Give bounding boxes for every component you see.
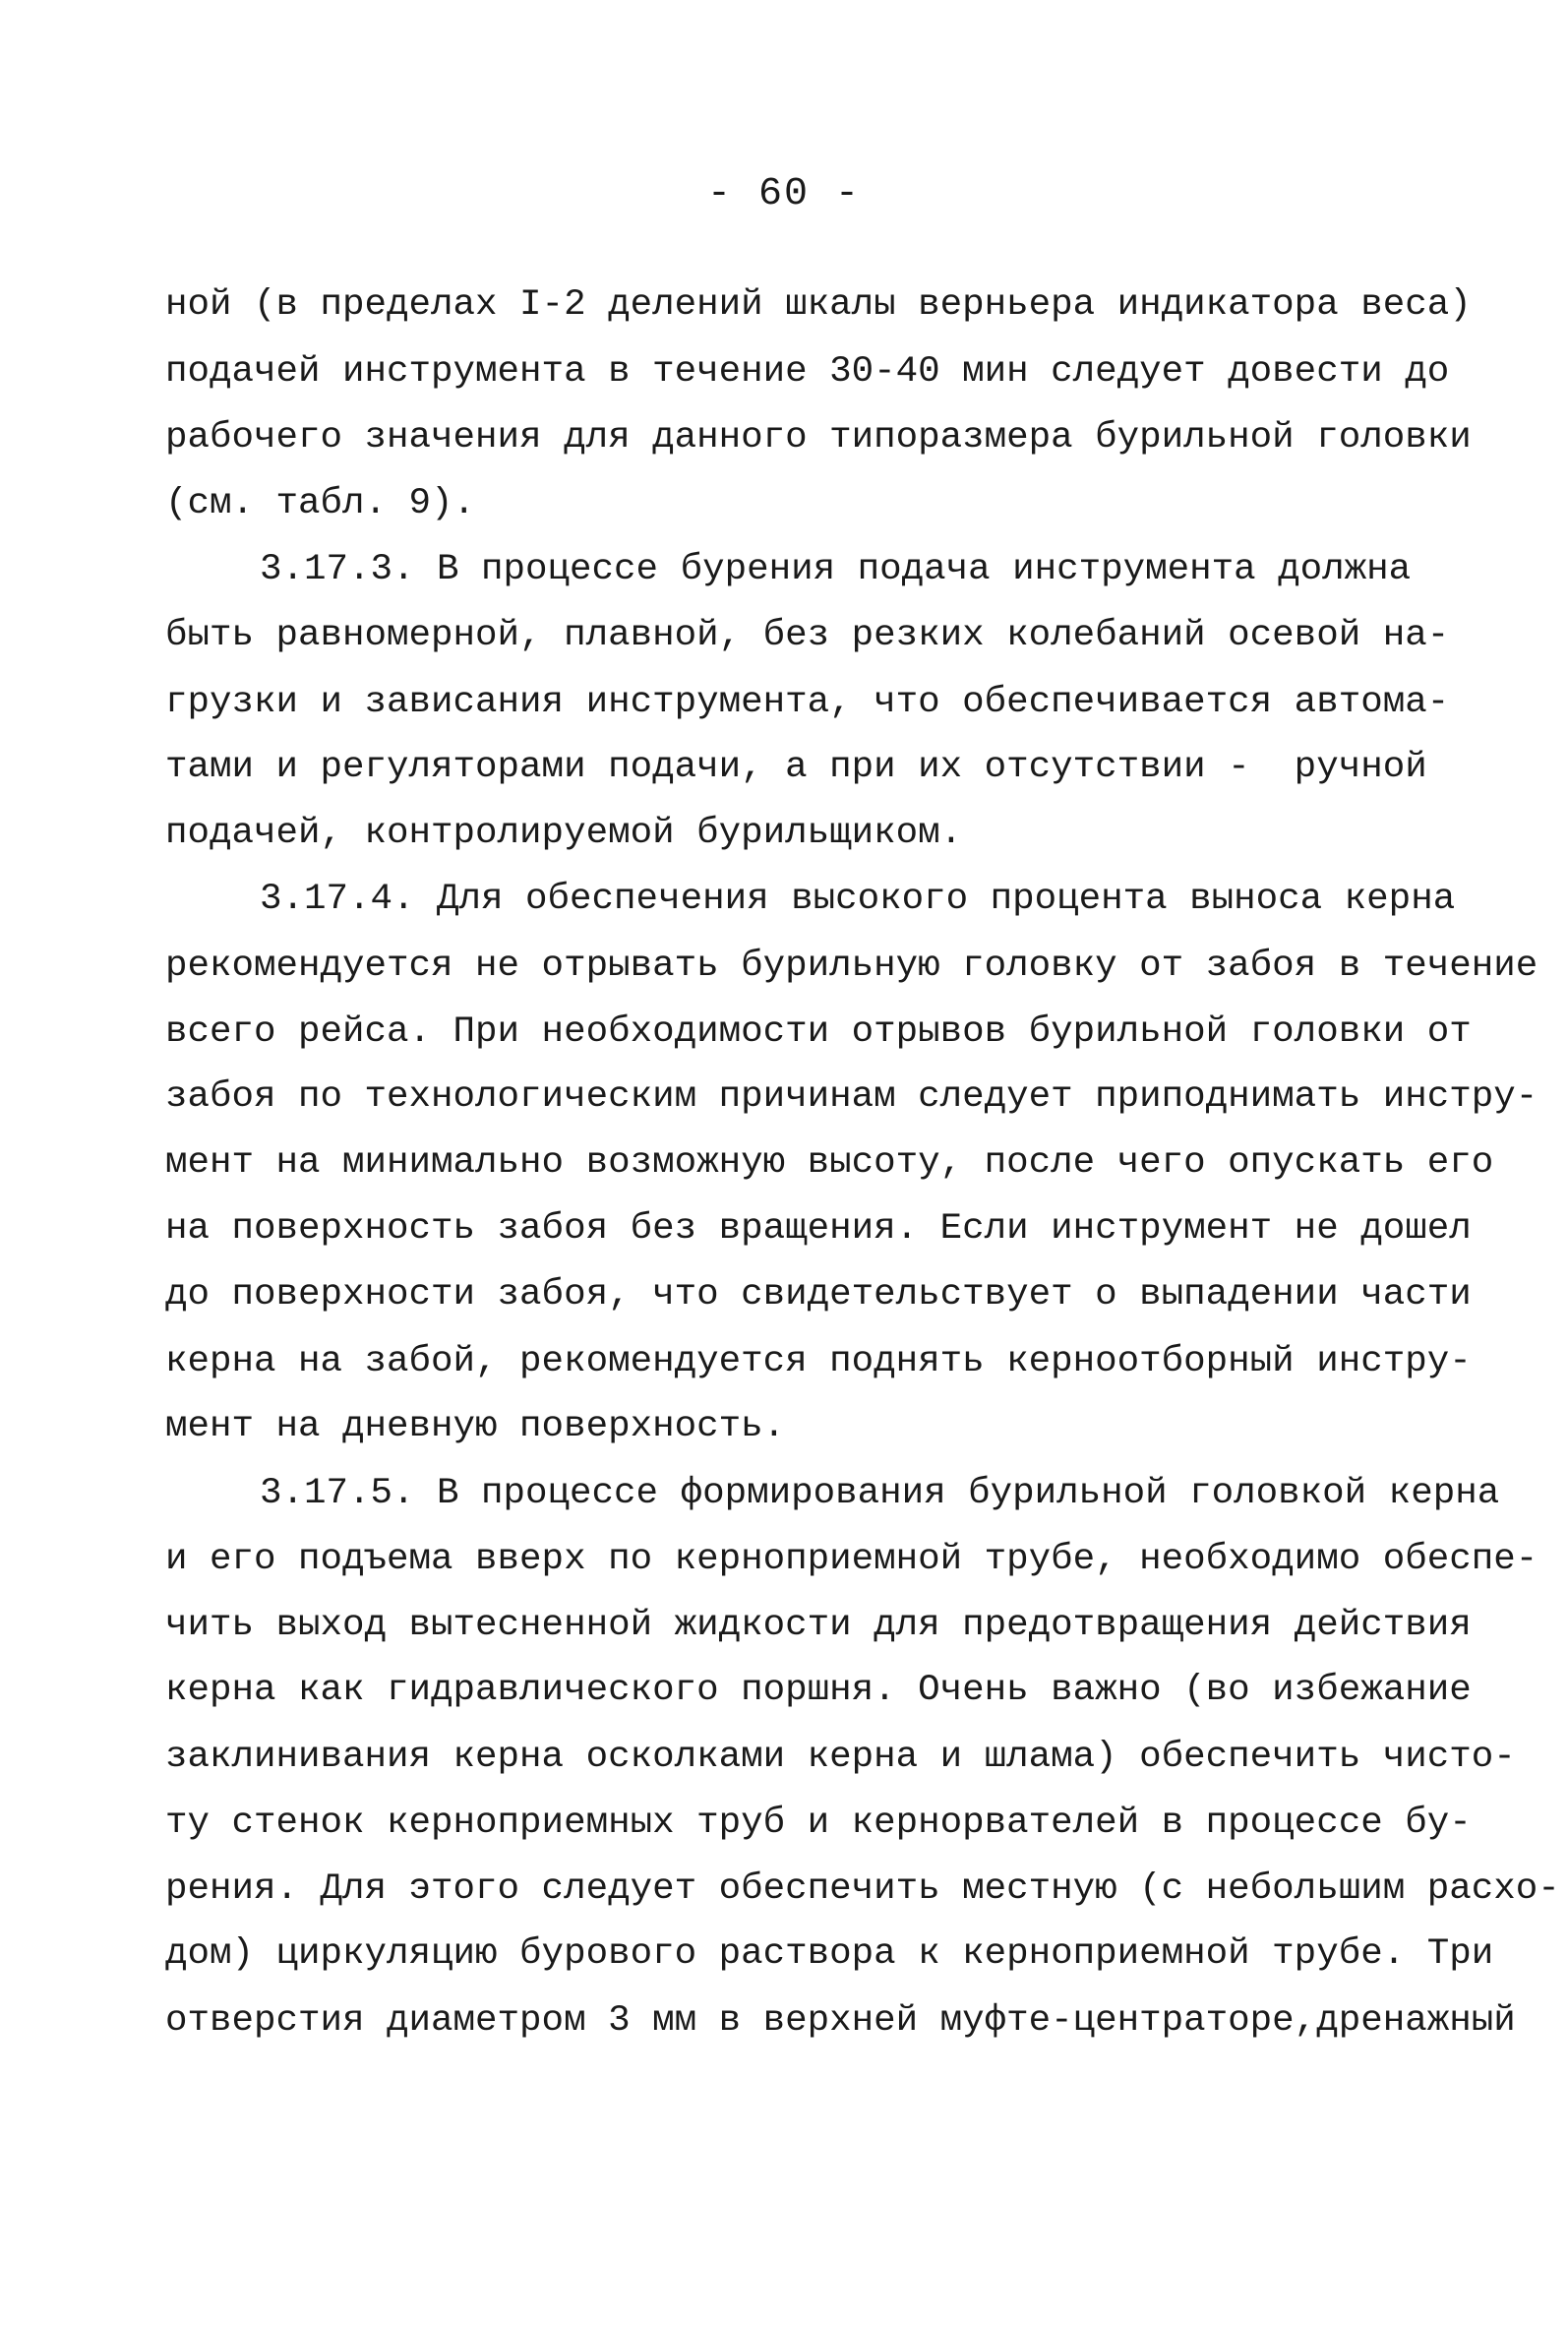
page-number: - 60 -	[706, 172, 862, 216]
text-line: подачей инструмента в течение 30-40 мин следует довести до	[165, 351, 1450, 393]
text-line: быть равномерной, плавной, без резких колебаний осевой на-	[165, 615, 1450, 656]
text-line: рения. Для этого следует обеспечить местную (с небольшим расхо-	[165, 1868, 1560, 1910]
text-line: подачей, контролируемой бурильщиком.	[165, 813, 963, 854]
paragraph-start-line: 3.17.3. В процессе бурения подача инструмента должна	[260, 549, 1412, 590]
text-line: дом) циркуляцию бурового раствора к керноприемной трубе. Три	[165, 1933, 1494, 1975]
text-line: отверстия диаметром 3 мм в верхней муфте-центраторе,дренажный	[165, 2000, 1516, 2042]
text-line: всего рейса. При необходимости отрывов бурильной головки от	[165, 1011, 1472, 1053]
text-line: (см. табл. 9).	[165, 483, 476, 524]
text-line: мент на минимально возможную высоту, после чего опускать его	[165, 1142, 1494, 1184]
text-line: мент на дневную поверхность.	[165, 1406, 786, 1447]
text-line: забоя по технологическим причинам следует приподнимать инстру-	[165, 1076, 1538, 1118]
text-line: на поверхность забоя без вращения. Если инструмент не дошел	[165, 1208, 1472, 1250]
text-line: чить выход вытесненной жидкости для предотвращения действия	[165, 1605, 1472, 1646]
text-line: грузки и зависания инструмента, что обеспечивается автома-	[165, 682, 1450, 723]
text-line: ной (в пределах I-2 делений шкалы верньера индикатора веса)	[165, 284, 1472, 326]
paragraph-start-line: 3.17.5. В процессе формирования бурильной головкой керна	[260, 1473, 1500, 1514]
text-line: керна на забой, рекомендуется поднять керноотборный инстру-	[165, 1341, 1472, 1382]
text-line: керна как гидравлического поршня. Очень важно (во избежание	[165, 1670, 1472, 1711]
text-line: тами и регуляторами подачи, а при их отсутствии - ручной	[165, 747, 1427, 788]
text-line: до поверхности забоя, что свидетельствует о выпадении части	[165, 1274, 1472, 1315]
text-line: рабочего значения для данного типоразмера бурильной головки	[165, 417, 1472, 459]
text-line: рекомендуется не отрывать бурильную головку от забоя в течение	[165, 946, 1538, 987]
text-line: и его подъема вверх по керноприемной трубе, необходимо обеспе-	[165, 1539, 1538, 1580]
text-line: ту стенок керноприемных труб и кернорвателей в процессе бу-	[165, 1803, 1472, 1844]
text-line: заклинивания керна осколками керна и шлама) обеспечить чисто-	[165, 1737, 1516, 1778]
paragraph-start-line: 3.17.4. Для обеспечения высокого процента выноса керна	[260, 879, 1456, 920]
